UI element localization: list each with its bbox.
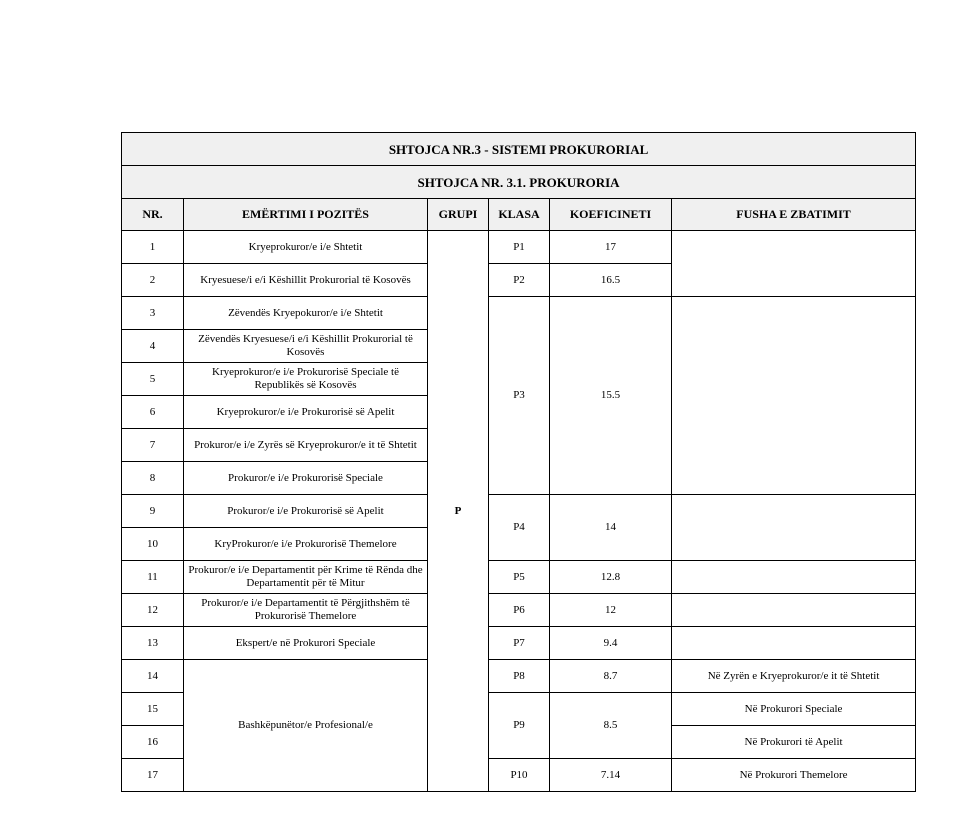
coefficient-cell: 8.7	[550, 660, 672, 693]
row-nr: 5	[122, 363, 184, 396]
row-nr: 14	[122, 660, 184, 693]
row-nr: 13	[122, 627, 184, 660]
class-cell: P6	[489, 594, 550, 627]
class-cell: P1	[489, 231, 550, 264]
header-group: GRUPI	[428, 199, 489, 231]
position-name: Zëvendës Kryesuese/i e/i Këshillit Prokurorial të Kosovës	[184, 330, 428, 363]
field-cell	[672, 594, 916, 627]
row-nr: 7	[122, 429, 184, 462]
table-row	[122, 561, 916, 594]
header-position: EMËRTIMI I POZITËS	[184, 199, 428, 231]
position-name: Prokuror/e i/e Departamentit për Krime të Rënda dhe Departamentit për të Mitur	[184, 561, 428, 594]
coefficient-cell: 15.5	[550, 297, 672, 495]
header-nr: NR.	[122, 199, 184, 231]
position-name: Kryeprokuror/e i/e Prokurorisë së Apelit	[184, 396, 428, 429]
row-nr: 11	[122, 561, 184, 594]
position-name: Ekspert/e në Prokurori Speciale	[184, 627, 428, 660]
class-cell: P8	[489, 660, 550, 693]
row-nr: 2	[122, 264, 184, 297]
position-name: Kryeprokuror/e i/e Prokurorisë Speciale të Republikës së Kosovës	[184, 363, 428, 396]
row-nr: 17	[122, 759, 184, 792]
row-nr: 4	[122, 330, 184, 363]
coefficient-cell: 17	[550, 231, 672, 264]
field-cell	[672, 627, 916, 660]
coefficient-cell: 16.5	[550, 264, 672, 297]
table-row	[122, 297, 916, 330]
class-cell: P9	[489, 693, 550, 759]
field-cell: Në Prokurori Themelore	[672, 759, 916, 792]
field-cell: Në Prokurori të Apelit	[672, 726, 916, 759]
coefficient-cell: 7.14	[550, 759, 672, 792]
field-cell	[672, 561, 916, 594]
coefficient-cell: 9.4	[550, 627, 672, 660]
field-cell	[672, 297, 916, 495]
row-nr: 8	[122, 462, 184, 495]
field-cell	[672, 495, 916, 561]
field-cell	[672, 231, 916, 297]
class-cell: P3	[489, 297, 550, 495]
position-name: Zëvendës Kryepokuror/e i/e Shtetit	[184, 297, 428, 330]
position-name: Prokuror/e i/e Prokurorisë Speciale	[184, 462, 428, 495]
row-nr: 1	[122, 231, 184, 264]
position-name: Prokuror/e i/e Prokurorisë së Apelit	[184, 495, 428, 528]
table-row	[122, 231, 916, 264]
table-title: SHTOJCA NR.3 - SISTEMI PROKURORIAL	[122, 133, 916, 166]
table-row	[122, 495, 916, 528]
class-cell: P2	[489, 264, 550, 297]
row-nr: 10	[122, 528, 184, 561]
row-nr: 16	[122, 726, 184, 759]
header-coefficient: KOEFICINETI	[550, 199, 672, 231]
table-subtitle: SHTOJCA NR. 3.1. PROKURORIA	[122, 166, 916, 199]
row-nr: 9	[122, 495, 184, 528]
table-row	[122, 627, 916, 660]
coefficient-cell: 12	[550, 594, 672, 627]
group-cell: P	[428, 231, 489, 792]
table-row	[122, 660, 916, 693]
position-name: Kryeprokuror/e i/e Shtetit	[184, 231, 428, 264]
class-cell: P4	[489, 495, 550, 561]
field-cell: Në Zyrën e Kryeprokuror/e it të Shtetit	[672, 660, 916, 693]
header-field: FUSHA E ZBATIMIT	[672, 199, 916, 231]
position-name: Bashkëpunëtor/e Profesional/e	[184, 660, 428, 792]
coefficient-cell: 14	[550, 495, 672, 561]
row-nr: 6	[122, 396, 184, 429]
procuratorial-system-table	[121, 132, 916, 792]
header-class: KLASA	[489, 199, 550, 231]
coefficient-cell: 12.8	[550, 561, 672, 594]
row-nr: 15	[122, 693, 184, 726]
position-name: Prokuror/e i/e Zyrës së Kryeprokuror/e it të Shtetit	[184, 429, 428, 462]
class-cell: P5	[489, 561, 550, 594]
coefficient-cell: 8.5	[550, 693, 672, 759]
class-cell: P10	[489, 759, 550, 792]
position-name: Prokuror/e i/e Departamentit të Përgjithshëm të Prokurorisë Themelore	[184, 594, 428, 627]
row-nr: 3	[122, 297, 184, 330]
field-cell: Në Prokurori Speciale	[672, 693, 916, 726]
position-name: KryProkuror/e i/e Prokurorisë Themelore	[184, 528, 428, 561]
table-row	[122, 594, 916, 627]
row-nr: 12	[122, 594, 184, 627]
class-cell: P7	[489, 627, 550, 660]
position-name: Kryesuese/i e/i Këshillit Prokurorial të Kosovës	[184, 264, 428, 297]
